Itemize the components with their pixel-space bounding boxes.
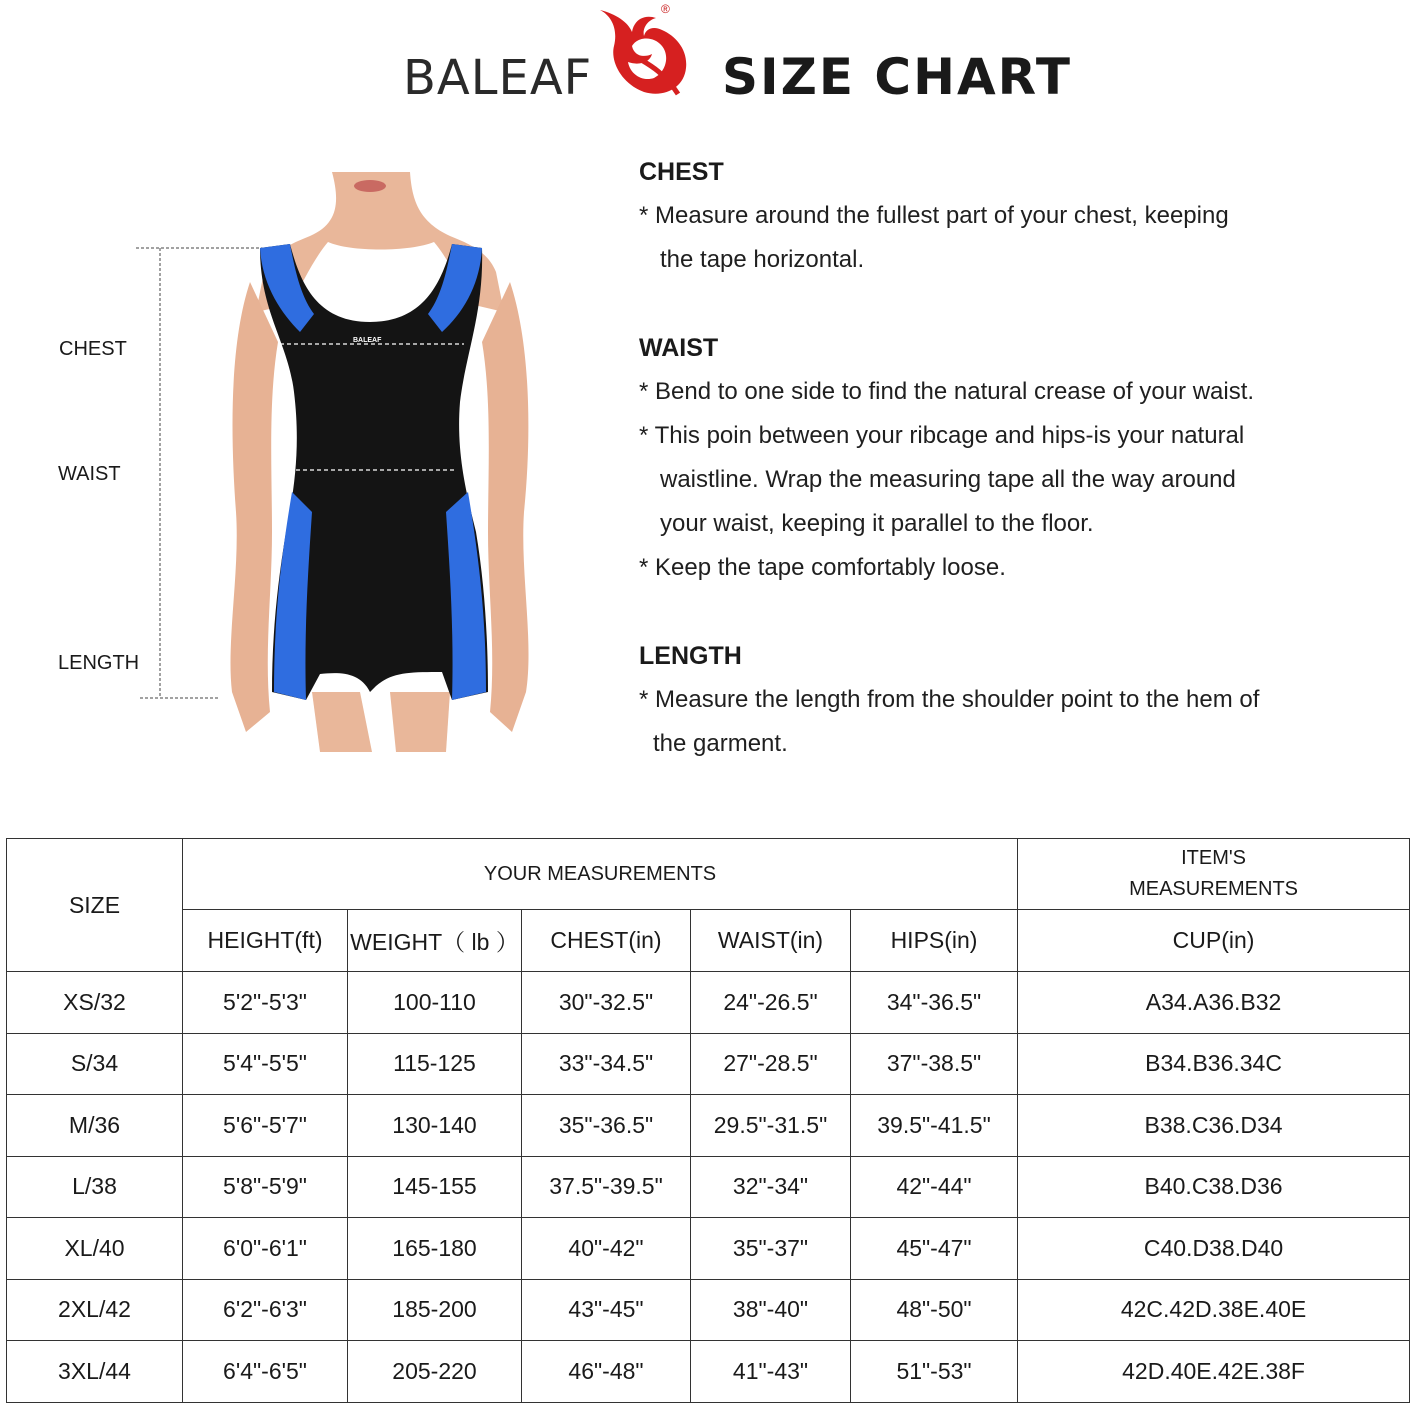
table-group-header-row	[7, 839, 1410, 910]
chest-line-2: the tape horizontal.	[660, 246, 865, 273]
table-row	[7, 1341, 1410, 1403]
your-measurements-header: YOUR MEASUREMENTS	[183, 839, 1018, 910]
table-column-header-row	[7, 910, 1410, 972]
table-row	[7, 1218, 1410, 1280]
column-header-hips: HIPS(in)	[851, 910, 1018, 972]
items-measurements-header	[1018, 839, 1410, 910]
waist-line-5: * Keep the tape comfortably loose.	[639, 554, 1006, 581]
page-title: SIZE CHART	[722, 48, 1073, 106]
table-row	[7, 1095, 1410, 1157]
hips-cell: 45"-47"	[851, 1218, 1018, 1280]
cup-cell: 42C.42D.38E.40E	[1018, 1279, 1410, 1341]
height-cell: 5'4"-5'5"	[183, 1033, 348, 1095]
column-header-height: HEIGHT(ft)	[183, 910, 348, 972]
flame-leaf-logo-icon	[592, 6, 692, 98]
size-cell: M/36	[7, 1095, 183, 1157]
hips-cell: 42"-44"	[851, 1156, 1018, 1218]
figure-label-length: LENGTH	[58, 652, 140, 674]
size-cell: XL/40	[7, 1218, 183, 1280]
height-cell: 5'2"-5'3"	[183, 972, 348, 1034]
size-column-header: SIZE	[7, 839, 183, 972]
chest-cell: 37.5"-39.5"	[522, 1156, 691, 1218]
items-measurements-line-2: MEASUREMENTS	[1129, 878, 1298, 900]
chest-heading: CHEST	[639, 158, 724, 186]
length-line-2: the garment.	[653, 730, 788, 757]
weight-cell: 115-125	[348, 1033, 522, 1095]
waist-cell: 32"-34"	[691, 1156, 851, 1218]
chest-line-1: * Measure around the fullest part of your chest, keeping	[639, 202, 1229, 229]
swimsuit-model-image	[220, 172, 540, 752]
suit-logo-text: BALEAF	[353, 337, 382, 344]
cup-cell: B34.B36.34C	[1018, 1033, 1410, 1095]
items-measurements-line-1: ITEM'S	[1181, 847, 1247, 869]
waist-cell: 41"-43"	[691, 1341, 851, 1403]
registered-mark: ®	[661, 2, 670, 16]
figure-label-waist: WAIST	[58, 463, 121, 485]
weight-cell: 130-140	[348, 1095, 522, 1157]
measurement-instructions	[639, 150, 1399, 770]
waist-cell: 38"-40"	[691, 1279, 851, 1341]
chest-cell: 46"-48"	[522, 1341, 691, 1403]
hips-cell: 37"-38.5"	[851, 1033, 1018, 1095]
hips-cell: 39.5"-41.5"	[851, 1095, 1018, 1157]
hips-cell: 48"-50"	[851, 1279, 1018, 1341]
weight-cell: 205-220	[348, 1341, 522, 1403]
size-cell: XS/32	[7, 972, 183, 1034]
waist-cell: 27"-28.5"	[691, 1033, 851, 1095]
waist-line-3: waistline. Wrap the measuring tape all the way around	[660, 466, 1236, 493]
waist-line-1: * Bend to one side to find the natural crease of your waist.	[639, 378, 1255, 405]
length-heading: LENGTH	[639, 642, 742, 670]
cup-cell: C40.D38.D40	[1018, 1218, 1410, 1280]
cup-cell: A34.A36.B32	[1018, 972, 1410, 1034]
column-header-waist: WAIST(in)	[691, 910, 851, 972]
chest-cell: 30"-32.5"	[522, 972, 691, 1034]
weight-cell: 185-200	[348, 1279, 522, 1341]
waist-cell: 29.5"-31.5"	[691, 1095, 851, 1157]
height-cell: 5'6"-5'7"	[183, 1095, 348, 1157]
weight-cell: 145-155	[348, 1156, 522, 1218]
chest-cell: 40"-42"	[522, 1218, 691, 1280]
table-row	[7, 1279, 1410, 1341]
hips-cell: 51"-53"	[851, 1341, 1018, 1403]
waist-cell: 24"-26.5"	[691, 972, 851, 1034]
figure-label-chest: CHEST	[59, 338, 127, 360]
size-cell: 3XL/44	[7, 1341, 183, 1403]
height-cell: 6'0"-6'1"	[183, 1218, 348, 1280]
table-row	[7, 972, 1410, 1034]
table-row	[7, 1033, 1410, 1095]
table-row	[7, 1156, 1410, 1218]
cup-cell: B40.C38.D36	[1018, 1156, 1410, 1218]
chest-cell: 43"-45"	[522, 1279, 691, 1341]
waist-heading: WAIST	[639, 334, 719, 362]
column-header-cup: CUP(in)	[1018, 910, 1410, 972]
height-cell: 6'2"-6'3"	[183, 1279, 348, 1341]
size-cell: S/34	[7, 1033, 183, 1095]
chest-cell: 35"-36.5"	[522, 1095, 691, 1157]
size-cell: L/38	[7, 1156, 183, 1218]
weight-cell: 100-110	[348, 972, 522, 1034]
brand-logo-text: BALEAF	[403, 50, 593, 106]
column-header-chest: CHEST(in)	[522, 910, 691, 972]
waist-line-2: * This poin between your ribcage and hips-is your natural	[639, 422, 1245, 449]
waist-line-4: your waist, keeping it parallel to the floor.	[660, 510, 1094, 537]
length-line-1: * Measure the length from the shoulder point to the hem of	[639, 686, 1260, 713]
column-header-weight: WEIGHT（ lb ）	[348, 910, 522, 972]
size-table	[6, 838, 1410, 1403]
chest-cell: 33"-34.5"	[522, 1033, 691, 1095]
waist-cell: 35"-37"	[691, 1218, 851, 1280]
weight-cell: 165-180	[348, 1218, 522, 1280]
cup-cell: B38.C36.D34	[1018, 1095, 1410, 1157]
size-cell: 2XL/42	[7, 1279, 183, 1341]
hips-cell: 34"-36.5"	[851, 972, 1018, 1034]
height-cell: 6'4"-6'5"	[183, 1341, 348, 1403]
cup-cell: 42D.40E.42E.38F	[1018, 1341, 1410, 1403]
height-cell: 5'8"-5'9"	[183, 1156, 348, 1218]
